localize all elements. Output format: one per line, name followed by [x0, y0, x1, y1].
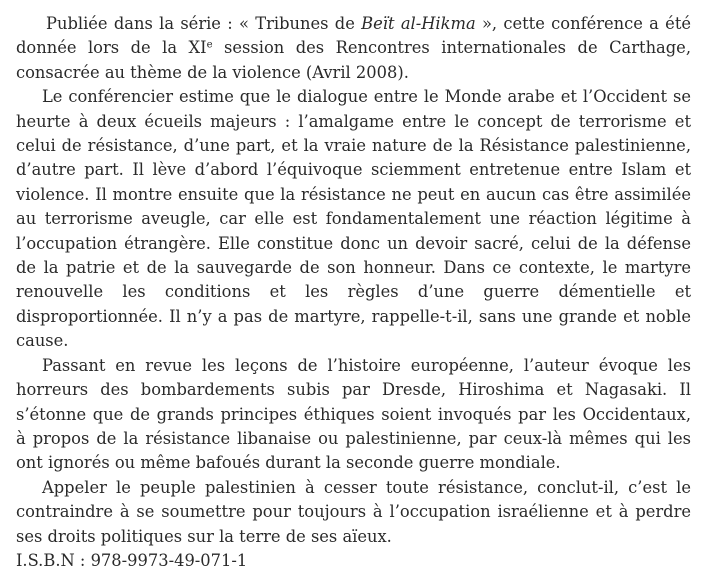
intro-paragraph — [16, 12, 691, 85]
intro-text-end: session des Rencontres internationales de Carthage, consacrée au thème de la violence (Avril 2008). — [16, 38, 691, 82]
series-title: Beït al-Hikma — [361, 14, 476, 33]
isbn-line: I.S.B.N : 978-9973-49-071-1 — [16, 550, 248, 570]
history-paragraph: Passant en revue les leçons de l’histoire européenne, l’auteur évoque les horreurs des bombardements subis par Dresde, Hiroshima et Nagasaki. Il s’étonne que de grands principes éthiques soient invoqués par les Occidentaux, à propos de la résistance libanaise ou palestinienne, par ceux-là mêmes qui les ont ignorés ou même bafoués durant la seconde guerre mondiale. — [16, 355, 691, 473]
conclusion-paragraph: Appeler le peuple palestinien à cesser toute résistance, conclut-il, c’est le contraindre à se soumettre pour toujours à l’occupation israélienne et à perdre ses droits politiques sur la terre de ses aïeux. — [16, 477, 691, 546]
intro-text-middle: », cette conférence a été donnée lors de la XI — [16, 14, 691, 58]
intro-text-start: Publiée dans la série : « Tribunes de — [46, 14, 362, 33]
ordinal-superscript: e — [206, 39, 213, 51]
dialogue-paragraph: Le conférencier estime que le dialogue entre le Monde arabe et l’Occident se heurte à deux écueils majeurs : l’amalgame entre le concept de terrorisme et celui de résistance, d’une part, et la vraie nature de la Résistance palestinienne, d’autre part. Il lève d’abord l’équivoque sciemment entretenue entre Islam et violence. Il montre ensuite que la résistance ne peut en aucun cas être assimilée au terrorisme aveugle, car elle est fondamentalement une réaction légitime à l’occupation étrangère. Elle constitue donc un devoir sacré, celui de la défense de la patrie et de la sauvegarde de son honneur. Dans ce contexte, le martyre renouvelle les conditions et les règles d’une guerre démentielle et disproportionnée. Il n’y a pas de martyre, rappelle-t-il, sans une grande et noble cause. — [16, 87, 691, 351]
document-page — [16, 12, 691, 573]
